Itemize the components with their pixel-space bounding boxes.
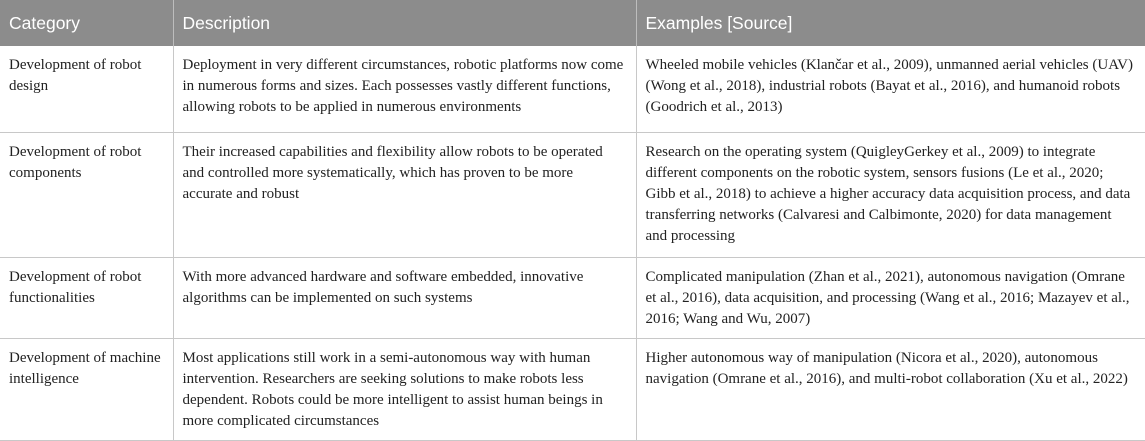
table-row xyxy=(0,132,1145,257)
examples-cell: Higher autonomous way of manipulation (Nicora et al., 2020), autonomous navigation (Omrane et al., 2016), and multi-robot collaboration (Xu et al., 2022) xyxy=(636,338,1145,440)
table-row xyxy=(0,338,1145,440)
category-cell: Development of robot components xyxy=(0,132,173,257)
examples-cell: Wheeled mobile vehicles (Klančar et al., 2009), unmanned aerial vehicles (UAV) (Wong et al., 2018), industrial robots (Bayat et al., 2016), and humanoid robots (Goodrich et al., 2013) xyxy=(636,46,1145,132)
table-header xyxy=(0,0,1145,46)
header-category: Category xyxy=(0,0,173,46)
table-row xyxy=(0,257,1145,338)
description-cell: Their increased capabilities and flexibility allow robots to be operated and controlled more systematically, which has proven to be more accurate and robust xyxy=(173,132,636,257)
category-cell: Development of machine intelligence xyxy=(0,338,173,440)
table-row xyxy=(0,46,1145,132)
header-row xyxy=(0,0,1145,46)
header-examples: Examples [Source] xyxy=(636,0,1145,46)
examples-cell: Research on the operating system (QuigleyGerkey et al., 2009) to integrate different components on the robotic system, sensors fusions (Le et al., 2020; Gibb et al., 2018) to achieve a higher accuracy data acquisition process, and data transferring networks (Calvaresi and Calbimonte, 2020) for data management and processing xyxy=(636,132,1145,257)
examples-cell: Complicated manipulation (Zhan et al., 2021), autonomous navigation (Omrane et al., 2016), data acquisition, and processing (Wang et al., 2016; Mazayev et al., 2016; Wang and Wu, 2007) xyxy=(636,257,1145,338)
description-cell: Deployment in very different circumstances, robotic platforms now come in numerous forms and sizes. Each possesses vastly different functions, allowing robots to be applied in numerous environments xyxy=(173,46,636,132)
table-body xyxy=(0,46,1145,440)
category-cell: Development of robot functionalities xyxy=(0,257,173,338)
category-cell: Development of robot design xyxy=(0,46,173,132)
header-description: Description xyxy=(173,0,636,46)
description-cell: With more advanced hardware and software embedded, innovative algorithms can be implemented on such systems xyxy=(173,257,636,338)
description-cell: Most applications still work in a semi-autonomous way with human intervention. Researchers are seeking solutions to make robots less dependent. Robots could be more intelligent to assist human beings in more complicated circumstances xyxy=(173,338,636,440)
